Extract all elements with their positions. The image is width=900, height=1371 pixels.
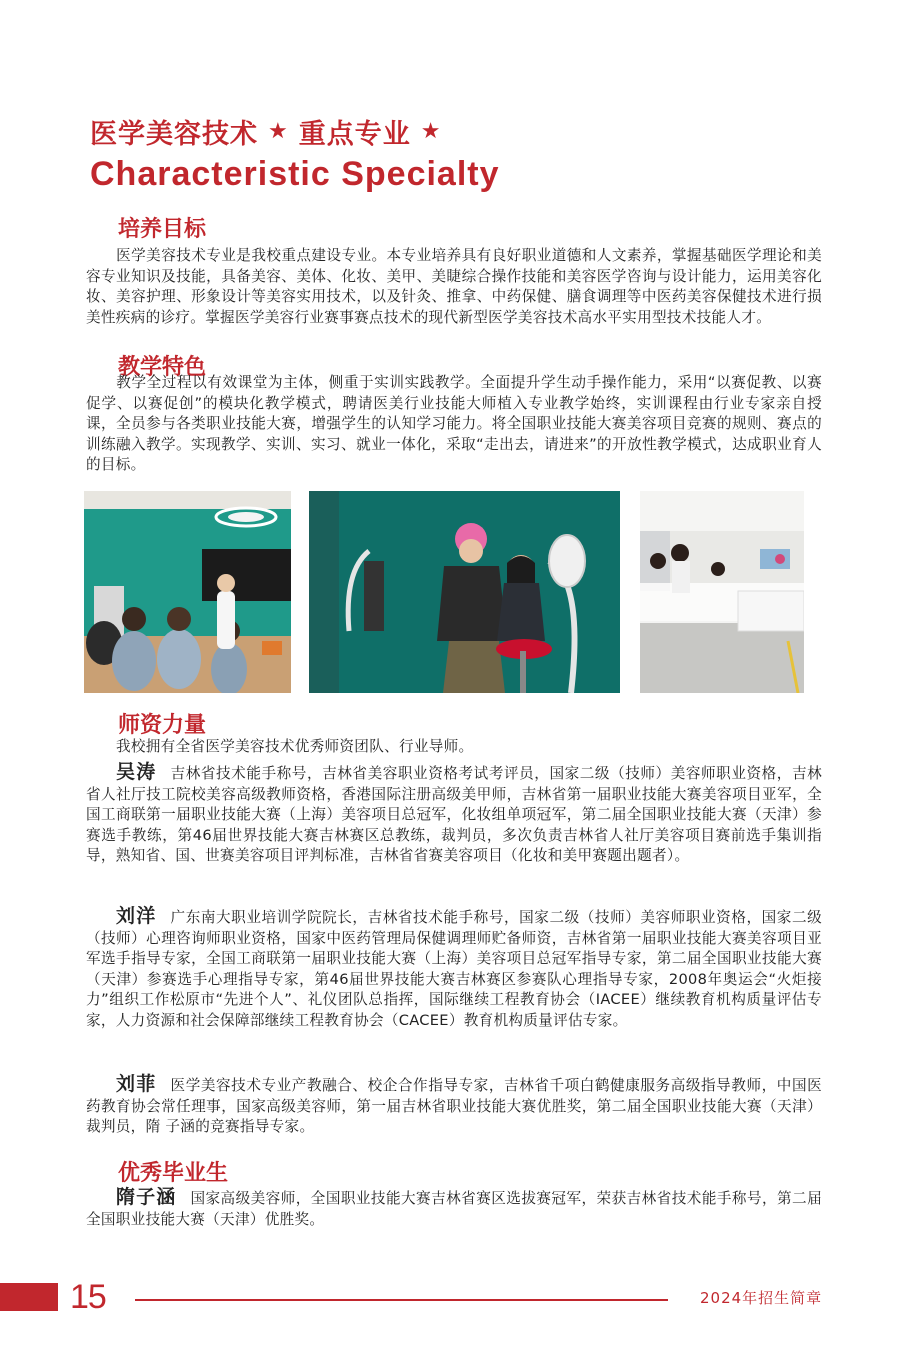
faculty-member: [86, 762, 822, 867]
hall-illustration: [640, 491, 804, 693]
makeup-illustration: [309, 491, 620, 693]
star-icon: ★: [420, 119, 442, 144]
faculty-bio: 吉林省技术能手称号，吉林省美容职业资格考试考评员，国家二级（技师）美容师职业资格，吉林省人社厅技工院校美容高级教师资格，香港国际注册高级美甲师，吉林省第一届职业技能大赛美容项目亚军，全国工商联第一届职业技能大赛（上海）美容项目总冠军，化妆组单项冠军，第二届全国职业技能大赛（天津）参赛选手教练，第46届世界技能大赛吉林赛区总教练，裁判员，多次负责吉林省人社厅美容项目赛前选手集训指导，熟知省、国、世赛美容项目评判标准，吉林省省赛美容项目（化妆和美甲赛题出题者）。: [86, 765, 822, 864]
faculty-intro: [86, 737, 822, 758]
faculty-name: 刘洋: [116, 905, 157, 927]
footer-divider: [135, 1299, 668, 1301]
graduate-bio: 国家高级美容师，全国职业技能大赛吉林省赛区选拔赛冠军，荣获吉林省技术能手称号，第二届全国职业技能大赛（天津）优胜奖。: [86, 1190, 822, 1228]
faculty-name: 刘菲: [116, 1073, 157, 1095]
page-number: 15: [70, 1278, 106, 1316]
section-heading-teaching: 教学特色: [118, 355, 207, 380]
page-title-cn: [90, 112, 445, 151]
faculty-name: 吴涛: [116, 761, 157, 783]
page-title-en: Characteristic Specialty: [90, 155, 500, 193]
classroom-photo: [84, 491, 291, 693]
footer-title: 2024年招生简章: [700, 1289, 823, 1307]
goal-text: 医学美容技术专业是我校重点建设专业。本专业培养具有良好职业道德和人文素养，掌握基础医学理论和美容专业知识及技能，具备美容、美体、化妆、美甲、美睫综合操作技能和美容医学咨询与设计能力，运用美容化妆、美容护理、形象设计等美容实用技术，以及针灸、推拿、中药保健、膳食调理等中医药美容保健技术进行损美性疾病的诊疗。掌握医学美容行业赛事赛点技术的现代新型医学美容技术高水平实用型技术技能人才。: [86, 247, 822, 326]
section-text-teaching: [86, 373, 822, 476]
teaching-text: 教学全过程以有效课堂为主体，侧重于实训实践教学。全面提升学生动手操作能力，采用“以赛促教、以赛促学、以赛促创”的模块化教学模式，聘请医美行业技能大师植入专业教学始终，实训课程由行业专家亲自授课，全员参与各类职业技能大赛，增强学生的认知学习能力。将全国职业技能大赛美容项目竞赛的规则、赛点的训练融入教学。实现教学、实训、实习、就业一体化，采取“走出去，请进来”的开放性教学模式，达成职业育人的目标。: [86, 374, 822, 473]
faculty-bio: 医学美容技术专业产教融合、校企合作指导专家，吉林省千项白鹤健康服务高级指导教师，中国医药教育协会常任理事，国家高级美容师，第一届吉林省职业技能大赛优胜奖，第二届全国职业技能大赛（天津）裁判员，隋 子涵的竞赛指导专家。: [86, 1077, 822, 1135]
section-text-goal: [86, 246, 822, 328]
faculty-bio: 广东南大职业培训学院院长，吉林省技术能手称号，国家二级（技师）美容师职业资格，国家二级（技师）心理咨询师职业资格，国家中医药管理局保健调理师贮备师资，吉林省第一届职业技能大赛美容项目亚军选手指导专家，全国工商联第一届职业技能大赛（上海）美容项目总冠军指导专家，第二届全国职业技能大赛（天津）参赛选手心理指导专家，第46届世界技能大赛吉林赛区参赛队心理指导专家，2008年奥运会“火炬接力”组织工作松原市“先进个人”、礼仪团队总指挥，国际继续工程教育协会（IACEE）继续教育机构质量评估专家，人力资源和社会保障部继续工程教育协会（CACEE）教育机构质量评估专家。: [86, 909, 822, 1029]
section-heading-faculty: 师资力量: [118, 713, 207, 738]
makeup-training-photo: [309, 491, 620, 693]
faculty-member: [86, 1074, 822, 1138]
faculty-member: [86, 906, 822, 1031]
competition-hall-photo: [640, 491, 804, 693]
footer-accent-bar: [0, 1283, 58, 1311]
graduate-member: [86, 1187, 822, 1230]
faculty-intro-text: 我校拥有全省医学美容技术优秀师资团队、行业导师。: [116, 738, 474, 755]
section-heading-graduate: 优秀毕业生: [118, 1161, 229, 1186]
section-heading-goal: 培养目标: [118, 217, 207, 242]
graduate-name: 隋子涵: [116, 1186, 177, 1208]
star-icon: ★: [268, 119, 289, 144]
title-major: 医学美容技术: [90, 119, 258, 150]
title-tag: 重点专业: [298, 119, 411, 150]
classroom-illustration: [84, 491, 291, 693]
